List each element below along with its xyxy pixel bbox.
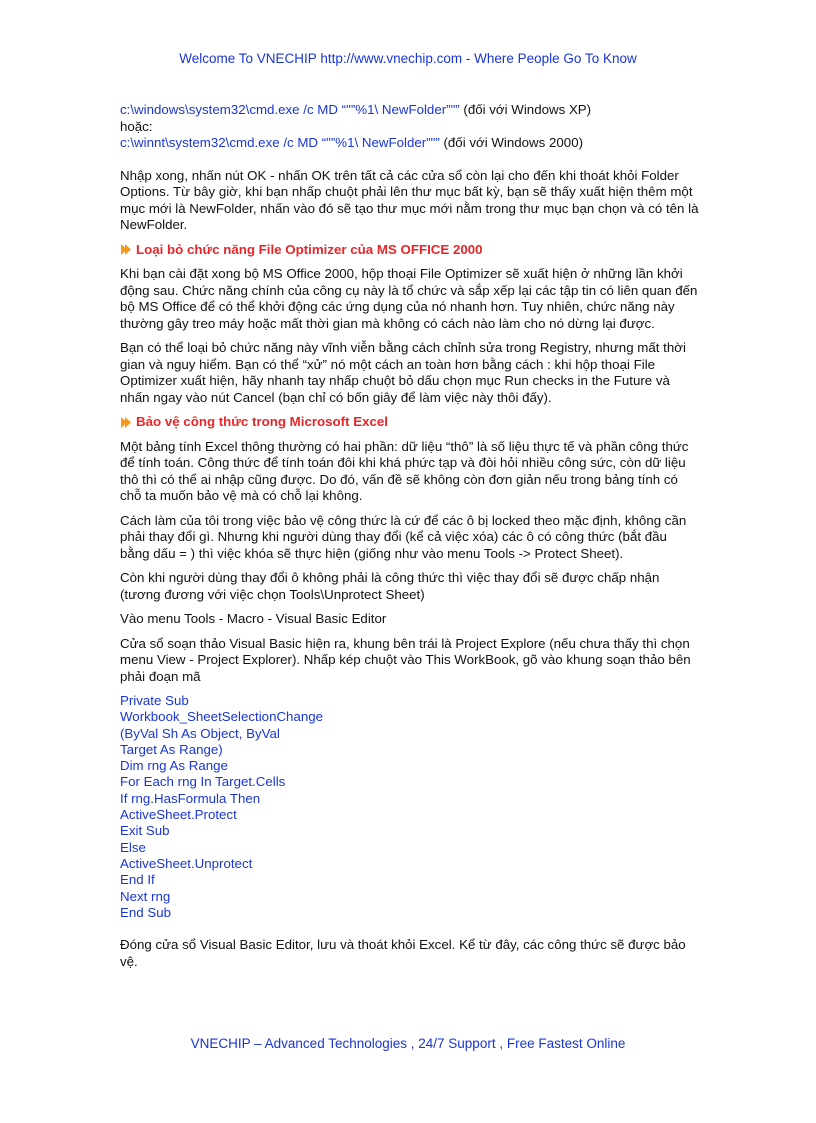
code-line: Target As Range) bbox=[120, 741, 223, 757]
w2k-command-line bbox=[120, 135, 700, 152]
code-line: If rng.HasFormula Then bbox=[120, 790, 261, 806]
w2k-command-note: (đối với Windows 2000) bbox=[443, 135, 584, 150]
code-line: Dim rng As Range bbox=[120, 758, 228, 774]
code-line: Next rng bbox=[120, 888, 171, 904]
code-line: (ByVal Sh As Object, ByVal bbox=[120, 725, 280, 741]
paragraph-excel-method: Cách làm của tôi trong việc bảo vệ công thức là cứ để các ô bị locked theo mặc định, không cần phải thay đổi gì. Nhưng khi người dùng thay đổi (kể cả việc xóa) các ô có công thức (bắt đầu bằng dấu = ) thì việc khóa sẽ thực hiện (giống như vào menu Tools -> Protect Sheet). bbox=[120, 512, 687, 561]
code-line: For Each rng In Target.Cells bbox=[120, 774, 286, 790]
or-label: hoặc: bbox=[120, 118, 153, 134]
code-line: Exit Sub bbox=[120, 823, 170, 839]
spacer bbox=[120, 152, 700, 168]
section-heading-text: Bảo vệ công thức trong Microsoft Excel bbox=[136, 414, 388, 429]
code-line: Workbook_SheetSelectionChange bbox=[120, 709, 324, 725]
code-line: ActiveSheet.Protect bbox=[120, 807, 237, 823]
code-line: Private Sub bbox=[120, 693, 189, 708]
code-line: Else bbox=[120, 839, 146, 855]
paragraph-file-optimizer-remove: Bạn có thể loại bỏ chức năng này vĩnh viễn bằng cách chỉnh sửa trong Registry, nhưng mất thời gian và nguy hiểm. Bạn có thể “xử” nó một cách an toàn hơn bằng cách : khi hộp thoại File Optimizer xuất hiện, hãy nhanh tay nhấp chuột bỏ dấu chọn mục Run checks in the Future và nhấn ngay vào nút Cancel (bạn chỉ có bốn giây để làm việc này thôi đấy). bbox=[120, 340, 686, 405]
paragraph-file-optimizer-intro: Khi bạn cài đặt xong bộ MS Office 2000, hộp thoại File Optimizer sẽ xuất hiện ở những lần khởi động sau. Chức năng chính của công cụ này là tổ chức và sắp xếp lại các tập tin có liên quan đến bộ MS Office để có thể khởi động các ứng dụng của nó nhanh hơn. Tuy nhiên, chức năng này thường gây treo máy hoặc mất thời gian mà không có cách nào làm cho nó dừng lại được. bbox=[120, 266, 698, 331]
xp-command-line bbox=[120, 102, 700, 119]
xp-command: c:\windows\system32\cmd.exe /c MD “"”%1\ NewFolder”"” bbox=[120, 102, 464, 117]
paragraph-closing: Đóng cửa sổ Visual Basic Editor, lưu và thoát khỏi Excel. Kể từ đây, các công thức sẽ được bảo vệ. bbox=[120, 937, 686, 969]
xp-command-note: (đối với Windows XP) bbox=[463, 102, 592, 117]
code-line: End If bbox=[120, 872, 155, 888]
section-heading-file-optimizer bbox=[120, 242, 700, 259]
section-heading-text: Loại bỏ chức năng File Optimizer của MS OFFICE 2000 bbox=[136, 241, 483, 257]
code-line: End Sub bbox=[120, 904, 172, 920]
page-header: Welcome To VNECHIP http://www.vnechip.com - Where People Go To Know bbox=[179, 51, 637, 66]
paragraph-excel-menu: Vào menu Tools - Macro - Visual Basic Editor bbox=[120, 611, 387, 626]
paragraph-excel-unprotect: Còn khi người dùng thay đổi ô không phải là công thức thì việc thay đổi sẽ được chấp nhận (tương đương với việc chọn Tools\Unprotect Sheet) bbox=[120, 570, 660, 602]
page-footer: VNECHIP – Advanced Technologies , 24/7 Support , Free Fastest Online bbox=[190, 1036, 626, 1051]
arrow-bullet-icon bbox=[120, 416, 133, 429]
code-line: ActiveSheet.Unprotect bbox=[120, 855, 253, 871]
paragraph-excel-editor: Cửa sổ soạn thảo Visual Basic hiện ra, khung bên trái là Project Explore (nếu chưa thấy thì chọn menu View - Project Explorer). Nhấp kép chuột vào This WorkBook, gõ vào khung soạn thảo bên phải đoạn mã bbox=[120, 635, 691, 684]
w2k-command: c:\winnt\system32\cmd.exe /c MD “"”%1\ NewFolder”"” bbox=[120, 135, 444, 150]
paragraph-newfolder: Nhập xong, nhấn nút OK - nhấn OK trên tất cả các cửa sổ còn lại cho đến khi thoát khỏi Folder Options. Từ bây giờ, khi bạn nhấp chuột phải lên thư mục bất kỳ, bạn sẽ thấy xuất hiện thêm một mục mới là NewFolder, nhấn vào đó sẽ tạo thư mục mới nằm trong thư mục bạn chọn và có tên là NewFolder. bbox=[120, 167, 699, 232]
arrow-bullet-icon bbox=[120, 243, 133, 256]
section-heading-excel-protect bbox=[120, 414, 700, 431]
paragraph-excel-intro: Một bảng tính Excel thông thường có hai phần: dữ liệu “thô” là số liệu thực tế và phần công thức để tính toán. Công thức để tính toán đôi khi khá phức tạp và đòi hỏi nhiều công sức, còn dữ liệu thô thì có thể ai nhập cũng được. Do đó, vấn đề sẽ không còn đơn giản nếu trong bảng tính có chỗ ta muốn bảo vệ mà có chỗ lại không. bbox=[120, 438, 689, 503]
document-body bbox=[120, 102, 700, 978]
vba-code-block bbox=[120, 693, 700, 921]
